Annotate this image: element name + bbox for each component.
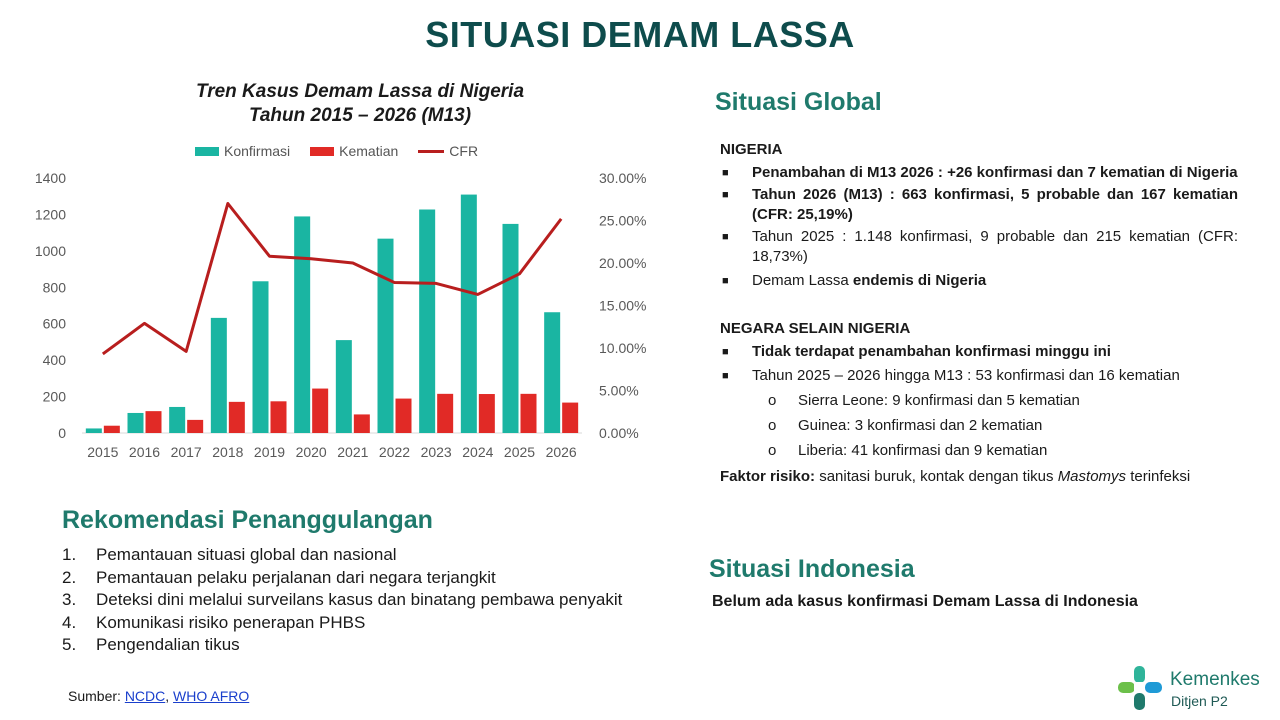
item-number: 1.	[62, 545, 77, 564]
y-right-tick-label: 15.00%	[599, 297, 647, 314]
bullet-icon: ■	[722, 370, 729, 382]
bar-kematian	[354, 414, 370, 433]
bullet-icon: ■	[722, 275, 729, 287]
y-right-tick-label: 30.00%	[599, 170, 647, 186]
item-text: Pemantauan situasi global dan nasional	[96, 545, 397, 564]
item-text: Deteksi dini melalui surveilans kasus dan binatang pembawa penyakit	[96, 590, 623, 609]
x-tick-label: 2016	[128, 444, 161, 460]
y-left-tick-label: 1400	[34, 170, 66, 186]
source-separator: ,	[165, 688, 174, 704]
bar-konfirmasi	[419, 210, 435, 433]
risk-end: terinfeksi	[1126, 468, 1191, 485]
y-left-tick-label: 800	[42, 279, 66, 296]
y-left-tick-label: 1000	[34, 242, 66, 259]
bar-konfirmasi	[253, 281, 269, 433]
bullet-text: Tahun 2025 – 2026 hingga M13 : 53 konfirmasi dan 16 kematian	[752, 367, 1180, 384]
legend-label-kematian: Kematian	[339, 143, 399, 159]
bar-kematian	[396, 399, 412, 433]
bar-konfirmasi	[336, 340, 352, 433]
bar-konfirmasi	[86, 428, 102, 433]
y-right-tick-label: 0.00%	[599, 425, 639, 441]
bar-konfirmasi	[169, 407, 185, 433]
legend-label-cfr: CFR	[449, 143, 479, 159]
bullet-icon: ■	[722, 189, 729, 201]
risk-text: sanitasi buruk, kontak dengan tikus	[815, 468, 1058, 485]
bar-konfirmasi	[294, 216, 310, 433]
bar-konfirmasi	[378, 239, 394, 433]
bar-kematian	[187, 420, 203, 433]
indonesia-text: Belum ada kasus konfirmasi Demam Lassa di Indonesia	[712, 593, 1138, 610]
bullet-icon: ■	[722, 167, 729, 179]
bar-konfirmasi	[544, 312, 560, 433]
bar-kematian	[312, 389, 328, 433]
indonesia-title: Situasi Indonesia	[709, 555, 915, 583]
legend-swatch-konfirmasi	[195, 147, 219, 156]
list-item	[720, 391, 1238, 411]
list-item	[720, 185, 1238, 225]
x-tick-label: 2018	[212, 444, 244, 460]
chart-title-line1: Tren Kasus Demam Lassa di Nigeria	[195, 81, 525, 102]
circle-bullet-icon: o	[768, 417, 777, 434]
rekomendasi-list	[62, 544, 622, 657]
legend-cfr	[418, 143, 478, 159]
bullet-text: Tahun 2026 (M13) : 663 konfirmasi, 5 probable dan 167 kematian (CFR: 25,19%)	[752, 186, 1238, 223]
logo-sub: Ditjen P2	[1171, 693, 1228, 709]
bar-kematian	[437, 394, 453, 433]
list-item	[720, 441, 1238, 461]
chart-title	[140, 80, 580, 128]
circle-bullet-icon: o	[768, 442, 777, 459]
list-item	[62, 544, 622, 567]
x-tick-label: 2015	[87, 444, 119, 460]
risk-italic: Mastomys	[1057, 468, 1127, 485]
endemic-prefix: Demam Lassa	[752, 272, 853, 289]
bar-kematian	[146, 411, 162, 433]
country-text: Guinea: 3 konfirmasi dan 2 kematian	[798, 417, 1043, 434]
bullet-icon: ■	[722, 231, 729, 243]
global-title: Situasi Global	[715, 88, 882, 116]
bullet-text: Tidak terdapat penambahan konfirmasi minggu ini	[752, 343, 1111, 360]
page-title: SITUASI DEMAM LASSA	[425, 14, 855, 55]
nigeria-heading: NIGERIA	[720, 141, 783, 158]
list-item	[720, 227, 1238, 267]
x-tick-label: 2019	[253, 444, 286, 460]
legend-swatch-kematian	[310, 147, 334, 156]
kemenkes-logo	[1115, 663, 1275, 713]
x-tick-label: 2024	[462, 444, 494, 460]
who-afro-link[interactable]: WHO AFRO	[173, 688, 250, 704]
country-text: Sierra Leone: 9 konfirmasi dan 5 kematian	[798, 392, 1080, 409]
bar-konfirmasi	[128, 413, 144, 433]
ncdc-link[interactable]: NCDC	[124, 688, 166, 704]
list-item	[720, 271, 1238, 291]
x-tick-label: 2020	[295, 444, 327, 460]
line-cfr	[103, 204, 561, 354]
list-item	[62, 612, 622, 635]
y-right-tick-label: 25.00%	[599, 212, 647, 229]
list-item	[720, 416, 1238, 436]
risk-factor	[720, 467, 1238, 487]
bar-kematian	[479, 394, 495, 433]
endemic-bold: endemis di Nigeria	[852, 272, 987, 289]
global-body	[720, 140, 1238, 487]
bar-kematian	[271, 401, 287, 433]
x-tick-label: 2023	[420, 444, 452, 460]
bullet-text: Tahun 2025 : 1.148 konfirmasi, 9 probable dan 215 kematian (CFR: 18,73%)	[752, 228, 1238, 265]
list-item	[720, 342, 1238, 362]
bullet-icon: ■	[722, 346, 729, 358]
bar-konfirmasi	[503, 224, 519, 433]
bar-konfirmasi	[211, 318, 227, 433]
x-tick-label: 2026	[545, 444, 577, 460]
y-right-tick-label: 20.00%	[599, 255, 647, 271]
other-countries-heading: NEGARA SELAIN NIGERIA	[720, 320, 911, 337]
bar-kematian	[562, 403, 578, 433]
circle-bullet-icon: o	[768, 392, 777, 409]
risk-label: Faktor risiko:	[720, 468, 816, 485]
bar-kematian	[104, 426, 120, 433]
item-text: Pengendalian tikus	[96, 635, 240, 654]
item-text: Komunikasi risiko penerapan PHBS	[96, 612, 366, 632]
rekomendasi-title: Rekomendasi Penanggulangan	[62, 506, 433, 534]
y-left-tick-label: 1200	[34, 206, 66, 223]
legend-swatch-cfr	[418, 150, 444, 153]
list-item	[720, 163, 1238, 183]
source-note	[68, 688, 249, 704]
item-text: Pemantauan pelaku perjalanan dari negara terjangkit	[96, 567, 496, 587]
list-item	[62, 589, 622, 612]
source-label: Sumber:	[68, 688, 125, 704]
legend-label-konfirmasi: Konfirmasi	[224, 143, 291, 159]
y-left-tick-label: 600	[42, 315, 66, 332]
item-number: 3.	[62, 590, 77, 609]
item-number: 5.	[62, 635, 77, 654]
bar-kematian	[521, 394, 537, 433]
x-tick-label: 2021	[337, 444, 369, 460]
list-item	[62, 634, 622, 657]
item-number: 4.	[62, 612, 77, 632]
bar-kematian	[229, 402, 245, 433]
y-left-tick-label: 200	[42, 388, 66, 405]
lassa-trend-chart	[0, 160, 680, 470]
legend-konfirmasi	[195, 143, 290, 159]
y-right-tick-label: 10.00%	[599, 340, 647, 356]
x-tick-label: 2022	[378, 444, 411, 460]
kemenkes-logo-icon	[1115, 663, 1165, 713]
bullet-text: Penambahan di M13 2026 : +26 konfirmasi dan 7 kematian di Nigeria	[752, 164, 1238, 181]
bar-konfirmasi	[461, 195, 477, 433]
y-left-tick-label: 400	[42, 352, 66, 369]
logo-name: Kemenkes	[1170, 669, 1260, 690]
legend-kematian	[310, 143, 398, 159]
chart-title-line2: Tahun 2015 – 2026 (M13)	[248, 105, 472, 126]
item-number: 2.	[62, 567, 77, 587]
x-tick-label: 2017	[170, 444, 202, 460]
list-item	[720, 366, 1238, 386]
y-left-tick-label: 0	[58, 425, 66, 441]
x-tick-label: 2025	[503, 444, 536, 460]
country-text: Liberia: 41 konfirmasi dan 9 kematian	[798, 442, 1048, 459]
chart-legend	[195, 142, 515, 160]
y-right-tick-label: 5.00%	[599, 382, 639, 399]
list-item	[62, 567, 622, 590]
